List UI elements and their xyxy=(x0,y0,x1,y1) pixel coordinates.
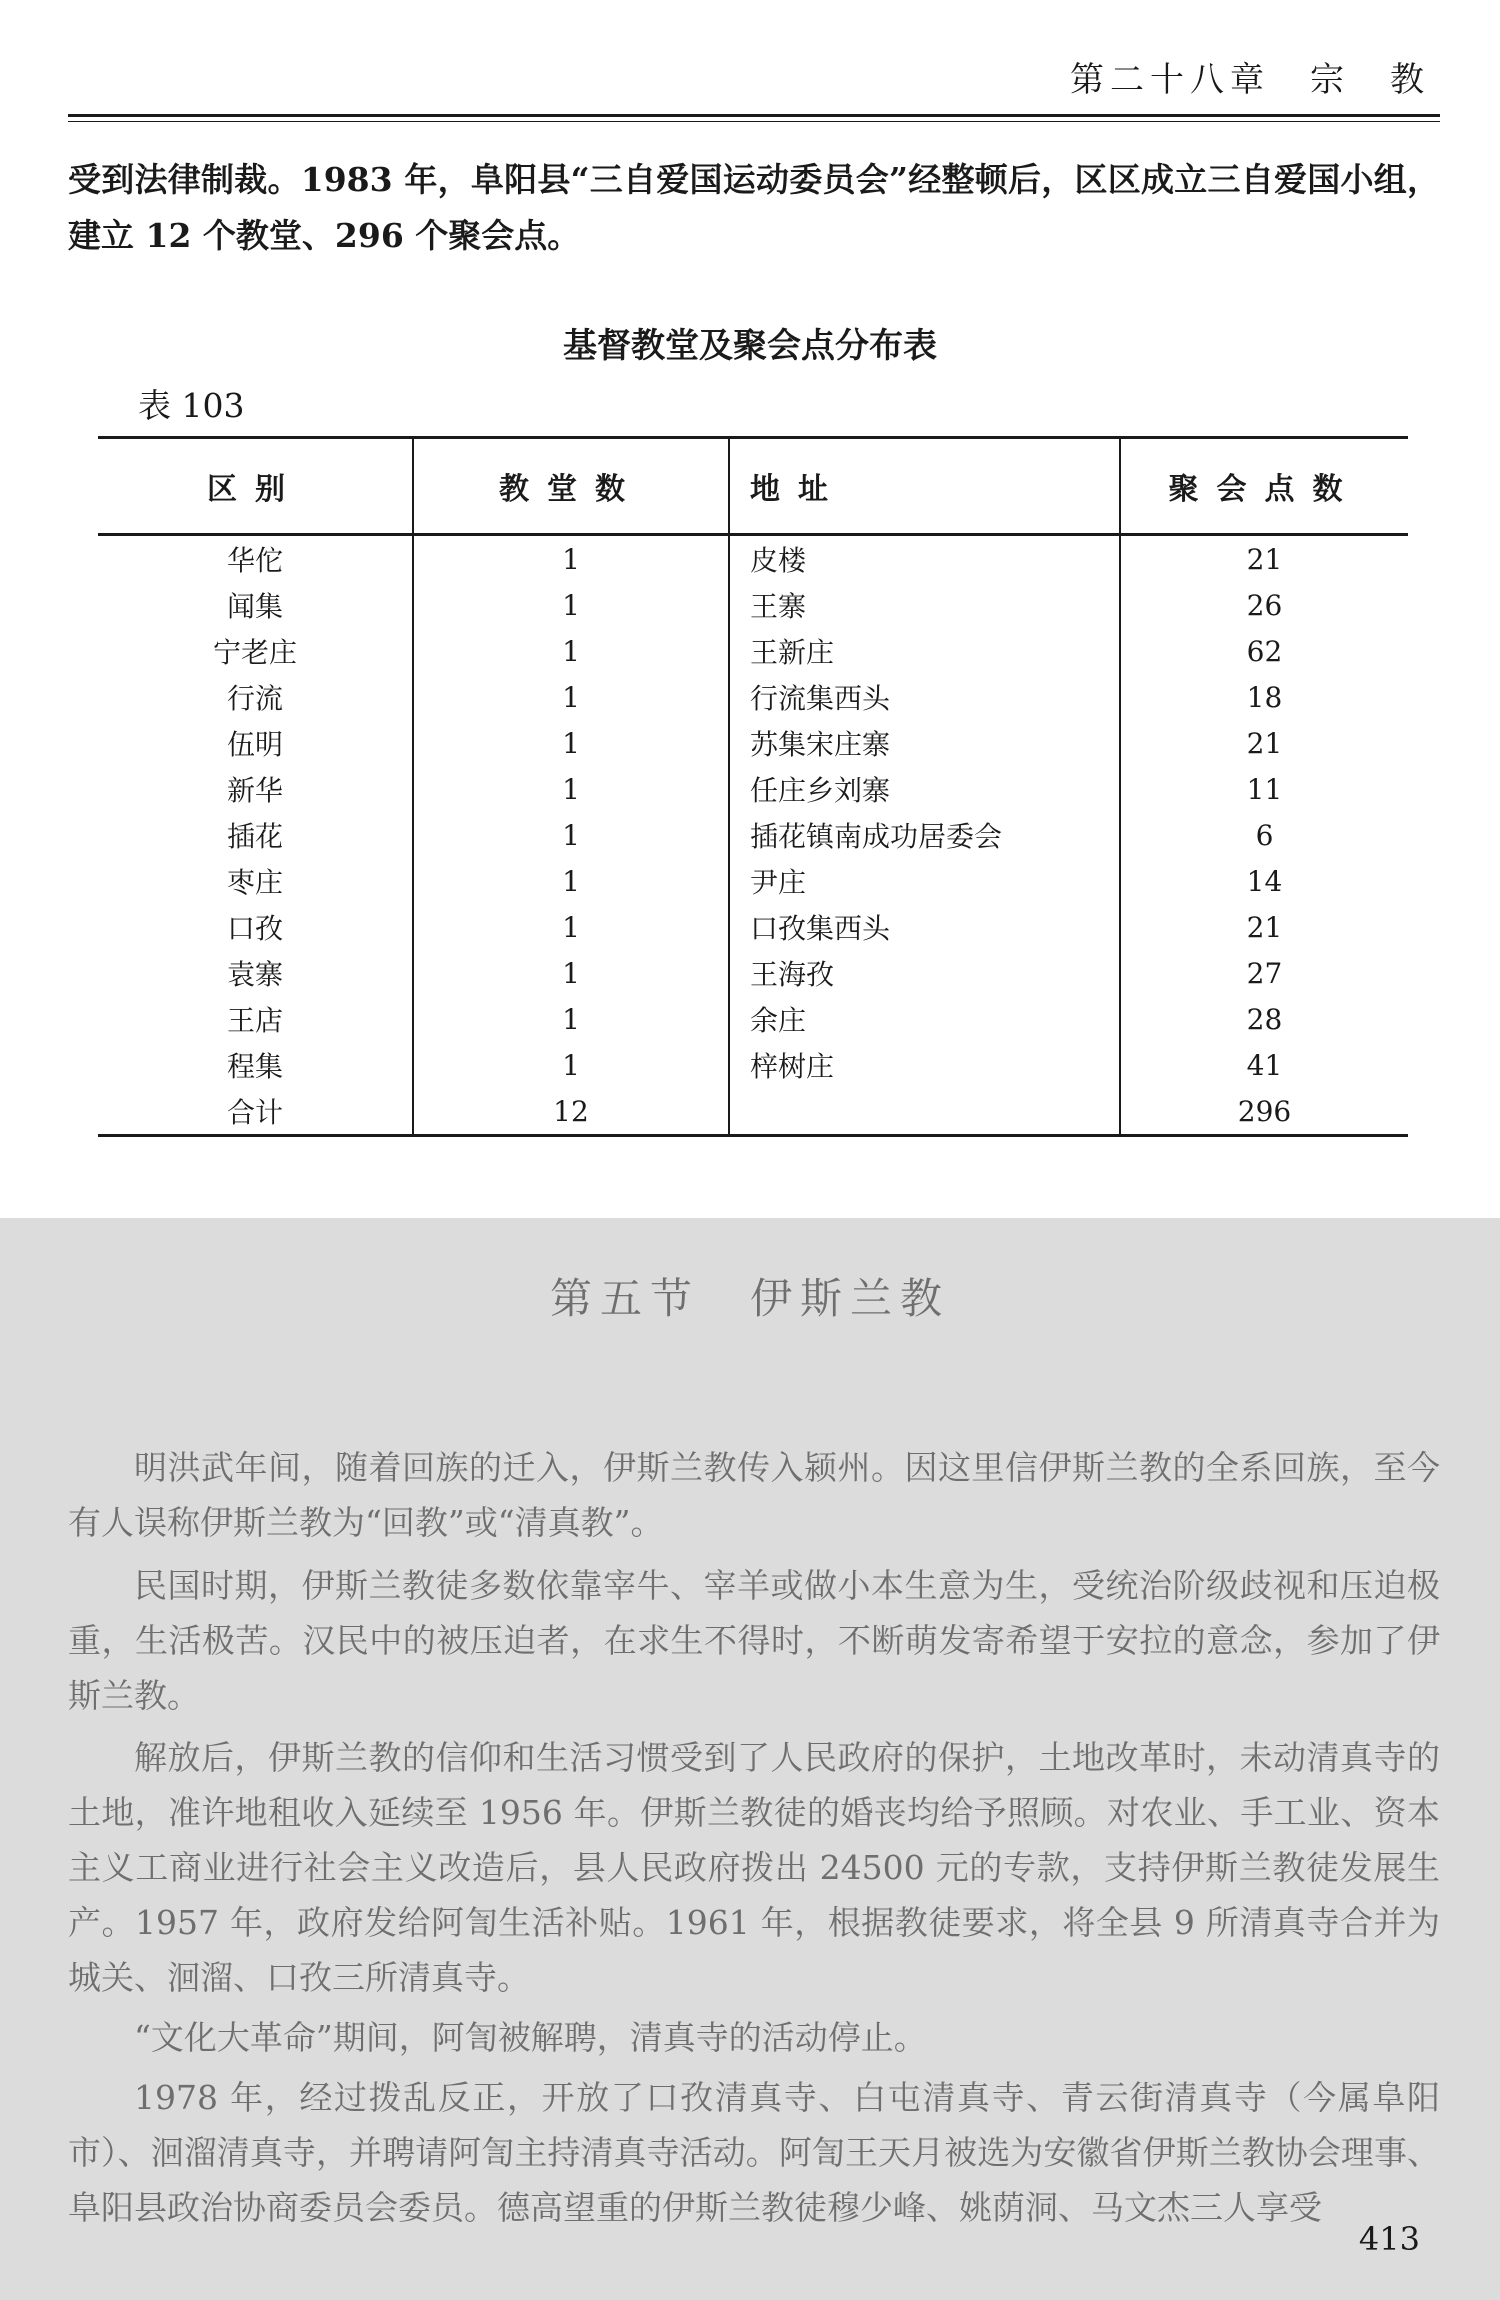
cell-meeting-points: 21 xyxy=(1246,542,1283,576)
cell-meeting-points: 6 xyxy=(1255,818,1274,852)
cell-church-count: 1 xyxy=(413,858,729,904)
paragraph-1: 明洪武年间，随着回族的迁入，伊斯兰教传入颍州。因这里信伊斯兰教的全系回族，至今有人误称伊斯兰教为“回教”或“清真教”。 xyxy=(68,1448,1440,1542)
cell-church-count: 1 xyxy=(413,1042,729,1088)
header-district: 区别 xyxy=(98,438,413,535)
table-title: 基督教堂及聚会点分布表 xyxy=(563,326,937,366)
cell-meeting-points: 11 xyxy=(1246,772,1283,806)
cell-church-count: 1 xyxy=(413,950,729,996)
cell-meeting-points: 26 xyxy=(1246,588,1283,622)
table-row xyxy=(98,1088,1408,1136)
cell-district: 伍明 xyxy=(98,720,413,766)
cell-address: 口孜集西头 xyxy=(729,904,1120,950)
table-row xyxy=(98,674,1408,720)
page-number: 413 xyxy=(1358,2220,1420,2258)
paragraph-3: 解放后，伊斯兰教的信仰和生活习惯受到了人民政府的保护，土地改革时，未动清真寺的土地，准许地租收入延续至 1956 年。伊斯兰教徒的婚丧均给予照顾。对农业、手工业、资本主义工商业进行社会主义改造后，县人民政府拨出 24500 元的专款，支持伊斯兰教徒发展生产。1957 年，政府发给阿訇生活补贴。1961 年，根据教徒要求，将全县 9 所清真寺合并为城关、洄溜、口孜三所清真寺。 xyxy=(68,1738,1440,1997)
paragraph-5: 1978 年，经过拨乱反正，开放了口孜清真寺、白屯清真寺、青云街清真寺（今属阜阳市）、洄溜清真寺，并聘请阿訇主持清真寺活动。阿訇王天月被选为安徽省伊斯兰教协会理事、阜阳县政治协商委员会委员。德高望重的伊斯兰教徒穆少峰、姚荫洞、马文杰三人享受 xyxy=(68,2078,1440,2227)
cell-church-count: 1 xyxy=(413,996,729,1042)
cell-district: 合计 xyxy=(98,1088,413,1136)
cell-church-count: 1 xyxy=(413,535,729,583)
table-row xyxy=(98,535,1408,583)
header-address: 地址 xyxy=(729,438,1120,535)
cell-meeting-points: 21 xyxy=(1246,726,1283,760)
cell-district: 袁寨 xyxy=(98,950,413,996)
cell-address: 尹庄 xyxy=(729,858,1120,904)
table-row xyxy=(98,766,1408,812)
islam-section xyxy=(0,1218,1500,2300)
cell-church-count: 1 xyxy=(413,812,729,858)
cell-address: 王海孜 xyxy=(729,950,1120,996)
cell-address: 王新庄 xyxy=(729,628,1120,674)
cell-district: 插花 xyxy=(98,812,413,858)
cell-address: 皮楼 xyxy=(729,535,1120,583)
table-body xyxy=(98,535,1408,1136)
cell-church-count: 1 xyxy=(413,720,729,766)
cell-district: 行流 xyxy=(98,674,413,720)
table-header-row xyxy=(98,438,1408,535)
table-row xyxy=(98,904,1408,950)
header-church-count: 教堂数 xyxy=(413,438,729,535)
cell-church-count: 1 xyxy=(413,582,729,628)
cell-meeting-points: 18 xyxy=(1246,680,1283,714)
cell-meeting-points: 14 xyxy=(1246,864,1283,898)
intro-paragraph: 受到法律制裁。1983 年，阜阳县“三自爱国运动委员会”经整顿后，区区成立三自爱国小组，建立 12 个教堂、296 个聚会点。 xyxy=(68,160,1440,255)
cell-address: 行流集西头 xyxy=(729,674,1120,720)
table-number: 表 103 xyxy=(138,386,245,425)
table-row xyxy=(98,812,1408,858)
table-row xyxy=(98,582,1408,628)
cell-district: 新华 xyxy=(98,766,413,812)
cell-church-count: 12 xyxy=(413,1088,729,1136)
table-row xyxy=(98,628,1408,674)
cell-address xyxy=(729,1088,1120,1136)
cell-meeting-points: 62 xyxy=(1246,634,1283,668)
table-row xyxy=(98,858,1408,904)
cell-address: 插花镇南成功居委会 xyxy=(729,812,1120,858)
cell-address: 任庄乡刘寨 xyxy=(729,766,1120,812)
cell-meeting-points: 27 xyxy=(1246,956,1283,990)
table-row xyxy=(98,996,1408,1042)
running-header: 第二十八章 宗 教 xyxy=(1070,60,1430,100)
table-row xyxy=(98,1042,1408,1088)
cell-church-count: 1 xyxy=(413,766,729,812)
cell-district: 华佗 xyxy=(98,535,413,583)
paragraph-2: 民国时期，伊斯兰教徒多数依靠宰牛、宰羊或做小本生意为生，受统治阶级歧视和压迫极重，生活极苦。汉民中的被压迫者，在求生不得时，不断萌发寄希望于安拉的意念，参加了伊斯兰教。 xyxy=(68,1566,1440,1715)
cell-district: 枣庄 xyxy=(98,858,413,904)
cell-district: 口孜 xyxy=(98,904,413,950)
cell-district: 闻集 xyxy=(98,582,413,628)
table-row xyxy=(98,720,1408,766)
cell-address: 余庄 xyxy=(729,996,1120,1042)
cell-address: 王寨 xyxy=(729,582,1120,628)
cell-district: 程集 xyxy=(98,1042,413,1088)
header-rule-thin xyxy=(68,121,1440,122)
distribution-table xyxy=(98,436,1408,1137)
section-heading: 第五节 伊斯兰教 xyxy=(549,1274,950,1323)
header-rule-thick xyxy=(68,114,1440,117)
table-row xyxy=(98,950,1408,996)
cell-church-count: 1 xyxy=(413,904,729,950)
cell-meeting-points: 41 xyxy=(1246,1048,1283,1082)
cell-meeting-points: 28 xyxy=(1246,1002,1283,1036)
paragraph-4: “文化大革命”期间，阿訇被解聘，清真寺的活动停止。 xyxy=(134,2018,927,2057)
cell-church-count: 1 xyxy=(413,674,729,720)
cell-meeting-points: 296 xyxy=(1120,1088,1408,1136)
header-meeting-points: 聚会点数 xyxy=(1120,438,1408,535)
cell-meeting-points: 21 xyxy=(1246,910,1283,944)
cell-district: 王店 xyxy=(98,996,413,1042)
cell-church-count: 1 xyxy=(413,628,729,674)
cell-district: 宁老庄 xyxy=(98,628,413,674)
cell-address: 梓树庄 xyxy=(729,1042,1120,1088)
cell-address: 苏集宋庄寨 xyxy=(729,720,1120,766)
